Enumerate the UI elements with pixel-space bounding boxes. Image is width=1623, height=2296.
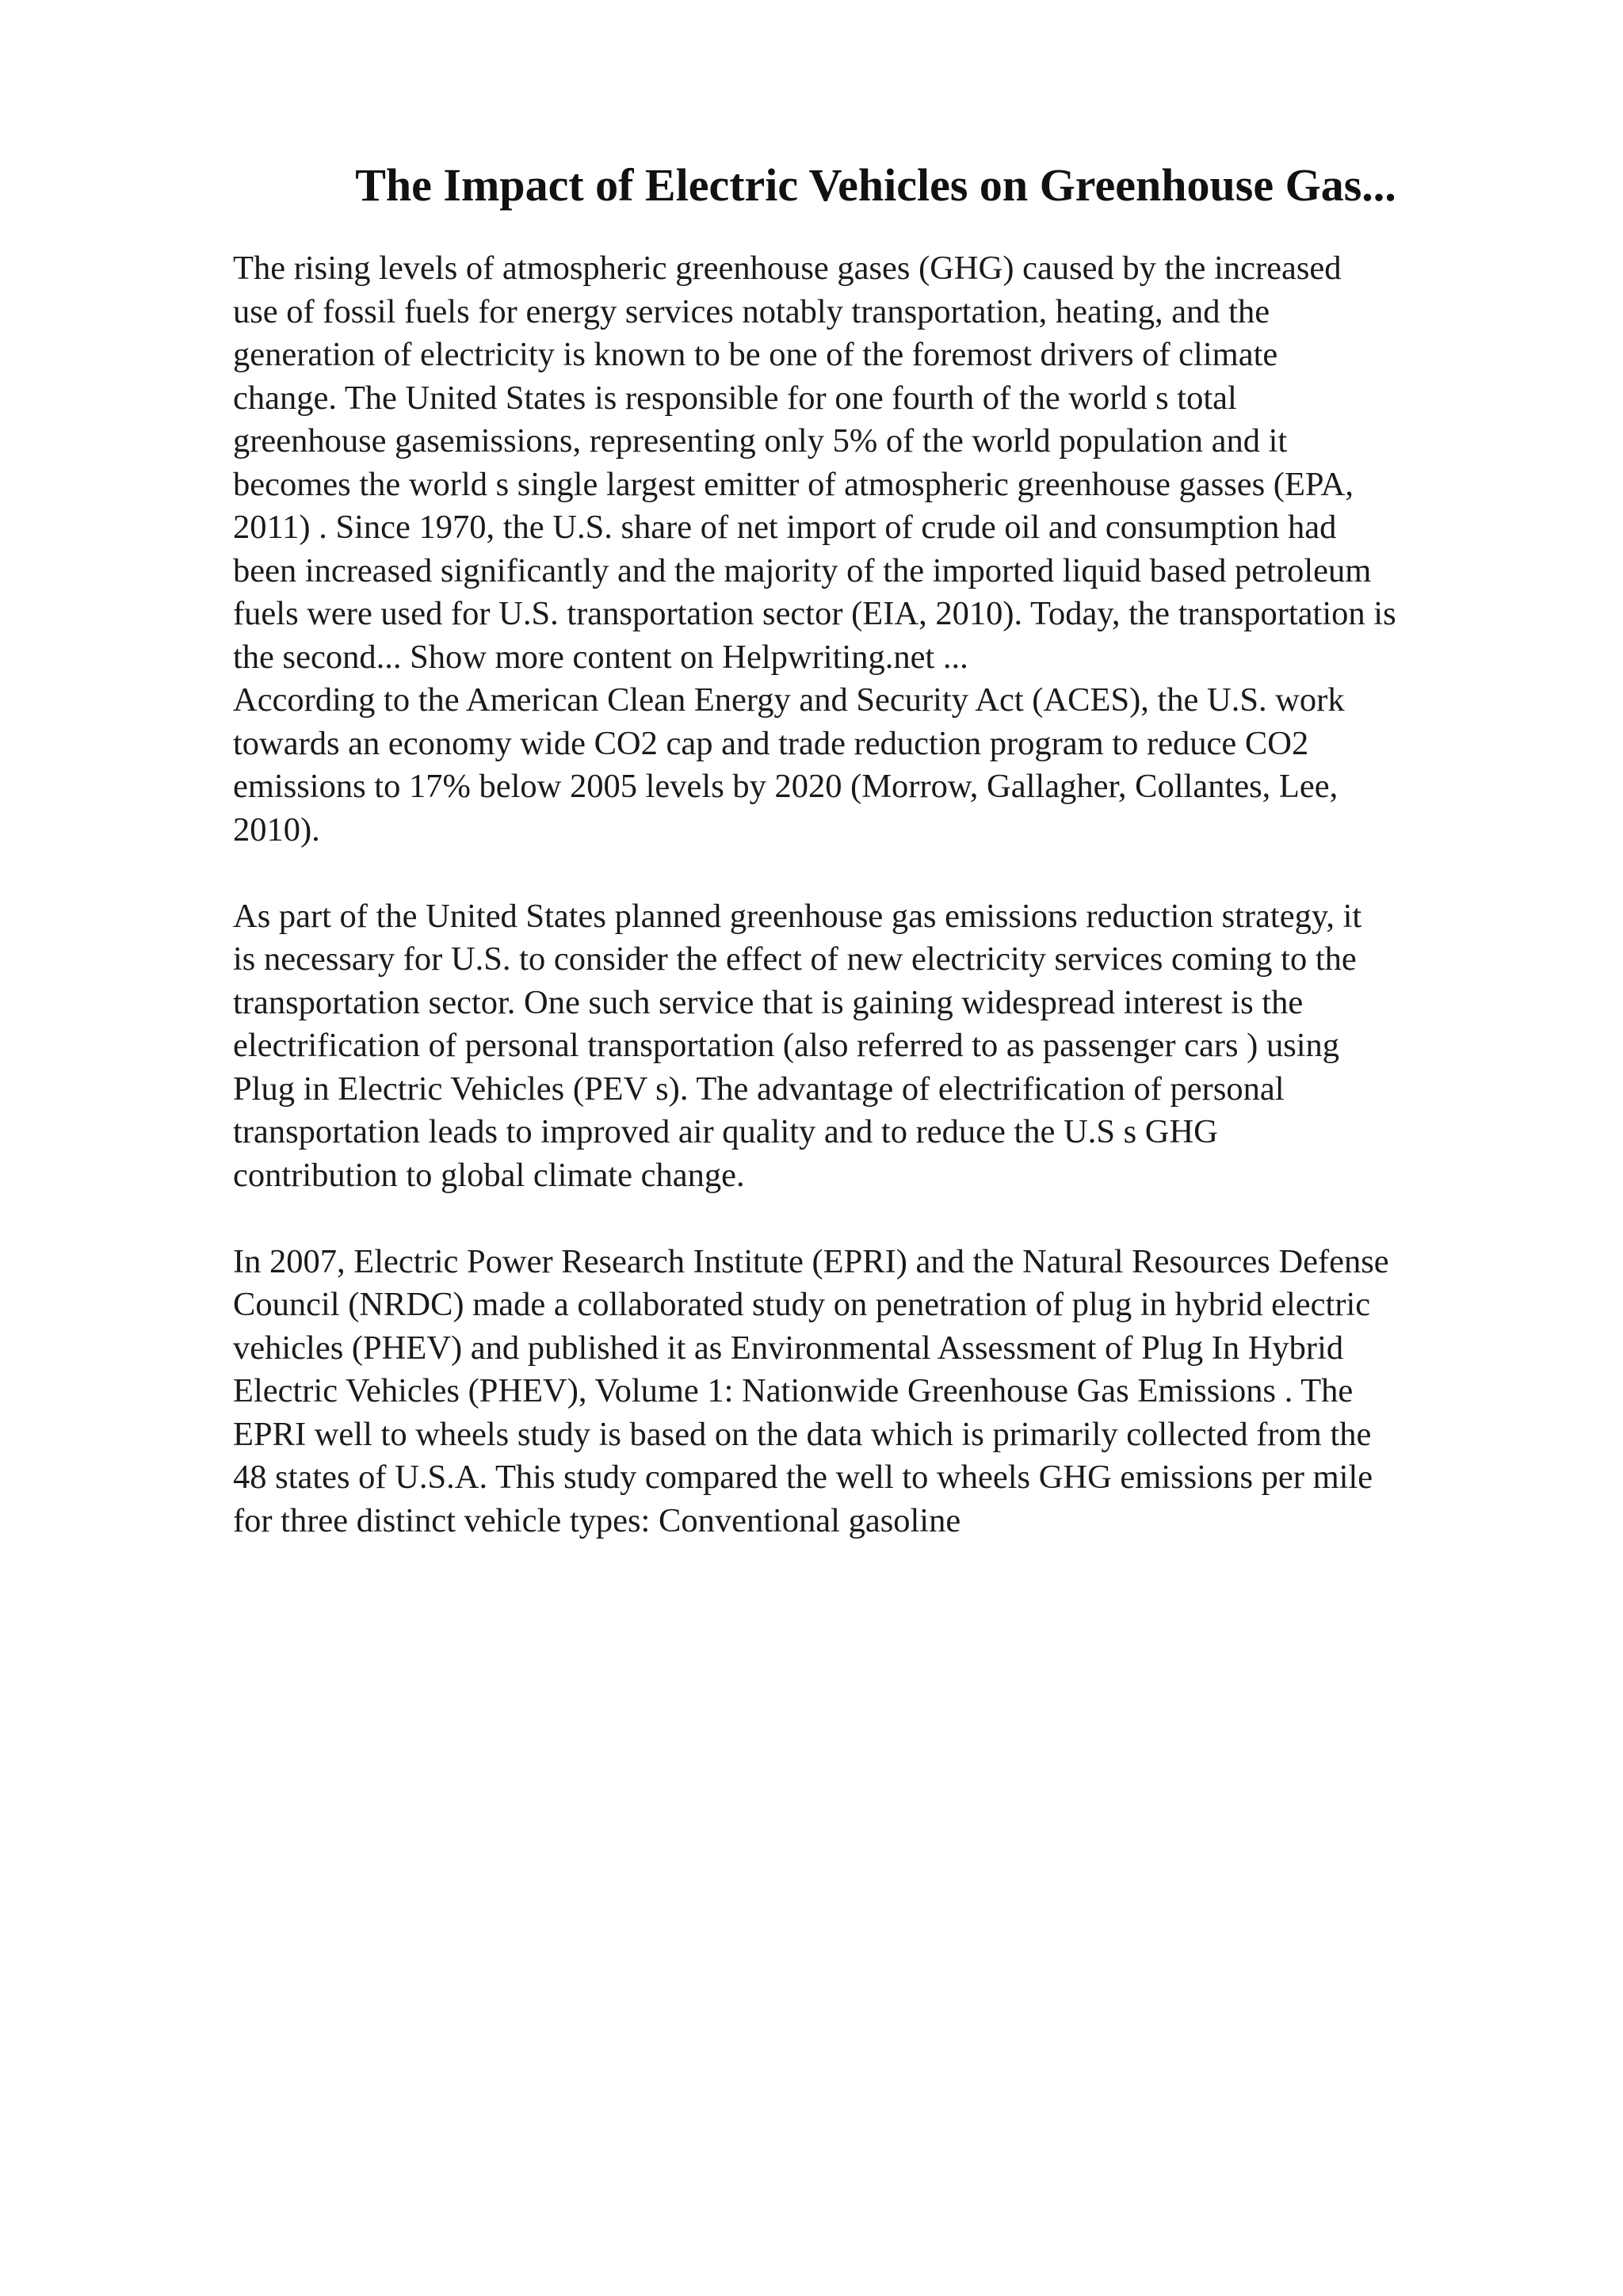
paragraph-line: Plug in Electric Vehicles (PEV s). The advantage of electrification of personal [233, 1070, 1285, 1108]
paragraph-spacer [233, 1197, 1541, 1241]
paragraph-line: According to the American Clean Energy and Security Act (ACES), the U.S. work [233, 681, 1345, 719]
paragraph-line: for three distinct vehicle types: Conventional gasoline [233, 1501, 961, 1539]
paragraph-3 [233, 895, 1541, 1198]
paragraph-line: Council (NRDC) made a collaborated study on penetration of plug in hybrid electric [233, 1286, 1371, 1323]
paragraph-line: been increased significantly and the majority of the imported liquid based petroleum [233, 551, 1372, 589]
paragraph-line: transportation leads to improved air quality and to reduce the U.S s GHG [233, 1113, 1218, 1150]
paragraph-line: the second... Show more content on Helpwriting.net ... [233, 638, 968, 676]
document-body [233, 247, 1541, 1543]
paragraph-line: The rising levels of atmospheric greenhouse gases (GHG) caused by the increased [233, 250, 1342, 287]
paragraph-line: emissions to 17% below 2005 levels by 2020 (Morrow, Gallagher, Collantes, Lee, [233, 768, 1338, 805]
paragraph-line: is necessary for U.S. to consider the effect of new electricity services coming to the [233, 940, 1357, 978]
paragraph-line: EPRI well to wheels study is based on the data which is primarily collected from the [233, 1415, 1372, 1453]
paragraph-line: 2010). [233, 810, 320, 849]
paragraph-line: 2011) . Since 1970, the U.S. share of net import of crude oil and consumption had [233, 509, 1337, 546]
paragraph-spacer [233, 852, 1541, 895]
paragraph-2 [233, 679, 1541, 852]
paragraph-line: towards an economy wide CO2 cap and trade reduction program to reduce CO2 [233, 724, 1309, 762]
paragraph-line: generation of electricity is known to be one of the foremost drivers of climate [233, 336, 1278, 373]
paragraph-line: As part of the United States planned greenhouse gas emissions reduction strategy, it [233, 897, 1362, 935]
paragraph-line: electrification of personal transportation (also referred to as passenger cars ) using [233, 1027, 1340, 1064]
paragraph-line: greenhouse gasemissions, representing only 5% of the world population and it [233, 422, 1288, 460]
paragraph-line: becomes the world s single largest emitter of atmospheric greenhouse gasses (EPA, [233, 465, 1354, 503]
paragraph-line: In 2007, Electric Power Research Institute (EPRI) and the Natural Resources Defense [233, 1242, 1389, 1280]
paragraph-1 [233, 247, 1541, 679]
paragraph-line: vehicles (PHEV) and published it as Environmental Assessment of Plug In Hybrid [233, 1329, 1344, 1367]
paragraph-line: transportation sector. One such service that is gaining widespread interest is the [233, 983, 1304, 1021]
paragraph-line: change. The United States is responsible for one fourth of the world s total [233, 379, 1237, 417]
paragraph-line: contribution to global climate change. [233, 1156, 745, 1194]
paragraph-line: 48 states of U.S.A. This study compared the well to wheels GHG emissions per mile [233, 1459, 1373, 1496]
paragraph-line: use of fossil fuels for energy services notably transportation, heating, and the [233, 292, 1270, 330]
paragraph-4 [233, 1241, 1541, 1543]
paragraph-line: Electric Vehicles (PHEV), Volume 1: Nationwide Greenhouse Gas Emissions . The [233, 1372, 1354, 1409]
page-title: The Impact of Electric Vehicles on Greenhouse Gas... [355, 159, 1396, 211]
paragraph-line: fuels were used for U.S. transportation sector (EIA, 2010). Today, the transportation is [233, 595, 1396, 632]
